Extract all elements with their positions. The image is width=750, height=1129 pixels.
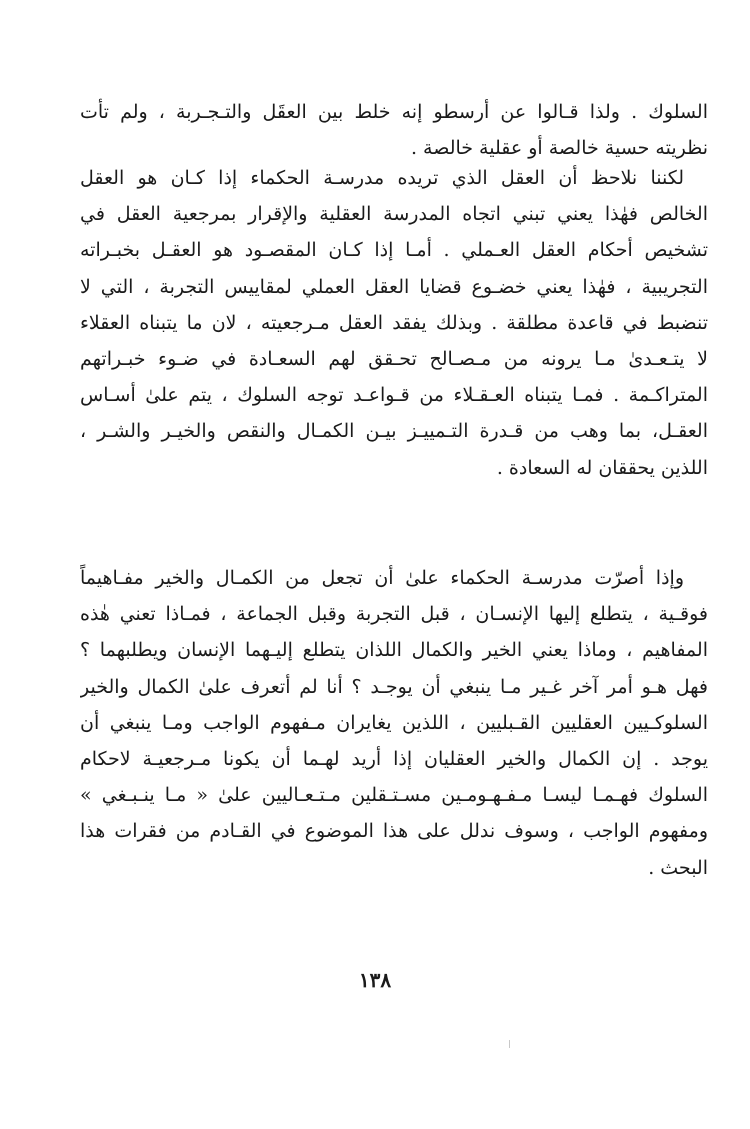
paragraph-3 (80, 560, 708, 886)
paragraph-line: وإذا أصرّت مدرسـة الحكماء علىٰ أن تجعل من الكمـال والخير مفـاهيماً (80, 567, 684, 589)
paragraph-line: السلوكـيين العقليين القـبليين ، اللذين يغايران مـفهوم الواجب ومـا ينبغي أن (80, 711, 708, 734)
paragraph-line: فهل هـو أمر آخر غـير مـا ينبغي أن يوجـد ؟ أنا لم أتعرف علىٰ الكمال والخير (80, 675, 708, 698)
paragraph-line: يوجد . إن الكمال والخير العقليان إذا أريد لهـما أن يكونا مـرجعيـة لاحكام (80, 748, 708, 771)
paragraph-line: السلوك فهـمـا ليسـا مـفـهـومـين مسـتـقلين مـتـعـاليين علىٰ « مـا ينـبـغي » (80, 784, 708, 807)
paragraph-line: المتراكـمة . فمـا يتبناه العـقـلاء من قـواعـد توجه السلوك ، يتم علىٰ أسـاس (80, 384, 708, 407)
paragraph-line: العقـل، بما وهب من قـدرة التـمييـز بيـن الكمـال والنقص والخيـر والشـر ، (80, 420, 708, 443)
paragraph-line: البحث . (648, 856, 708, 879)
paragraph-2 (80, 160, 708, 486)
paragraph-line: اللذين يحققان له السعادة . (496, 456, 708, 479)
paragraph-line: تنضبط في قاعدة مطلقة . وبذلك يفقد العقل مـرجعيته ، لان ما يتبناه العقلاء (80, 311, 708, 334)
paragraph-line: لا يتـعـدىٰ مـا يرونه من مـصـالح تحـقق لهم السعـادة في ضـوء خبـراتهم (80, 348, 708, 371)
paragraph-line: لكننا نلاحظ أن العقل الذي تريده مدرسـة الحكماء إذا كـان هو العقل (80, 167, 684, 189)
paragraph-line: تشخيص أحكام العقل العـملي . أمـا إذا كـان المقصـود هو العقـل بخبـراته (80, 239, 708, 262)
paragraph-line: الخالص فهٰذا يعني تبني اتجاه المدرسة العقلية والإقرار بمرجعية العقل في (80, 203, 708, 226)
paragraph-line: نظريته حسية خالصة أو عقلية خالصة . (410, 137, 708, 160)
paragraph-1 (80, 94, 708, 166)
paragraph-line: فوقـية ، يتطلع إليها الإنسـان ، قبل التجربة وقبل الجماعة ، فمـاذا تعني هٰذه (80, 603, 708, 626)
page-number: ١٣٨ (358, 968, 392, 992)
paragraph-line: السلوك . ولذا قـالوا عن أرسطو إنه خلط بين العقَل والتـجـربة ، ولم تأت (80, 101, 708, 123)
scan-mark (509, 1040, 510, 1048)
paragraph-line: المفاهيم ، وماذا يعني الخير والكمال اللذان يتطلع إليـهما الإنسان ويطلبهما ؟ (80, 639, 708, 662)
paragraph-line: التجريبية ، فهٰذا يعني خضـوع قضايا العقل العملي لمقاييس التجربة ، التي لا (80, 275, 708, 298)
paragraph-line: ومفهوم الواجب ، وسوف ندلل على هذا الموضوع في القـادم من فقرات هذا (80, 820, 708, 843)
